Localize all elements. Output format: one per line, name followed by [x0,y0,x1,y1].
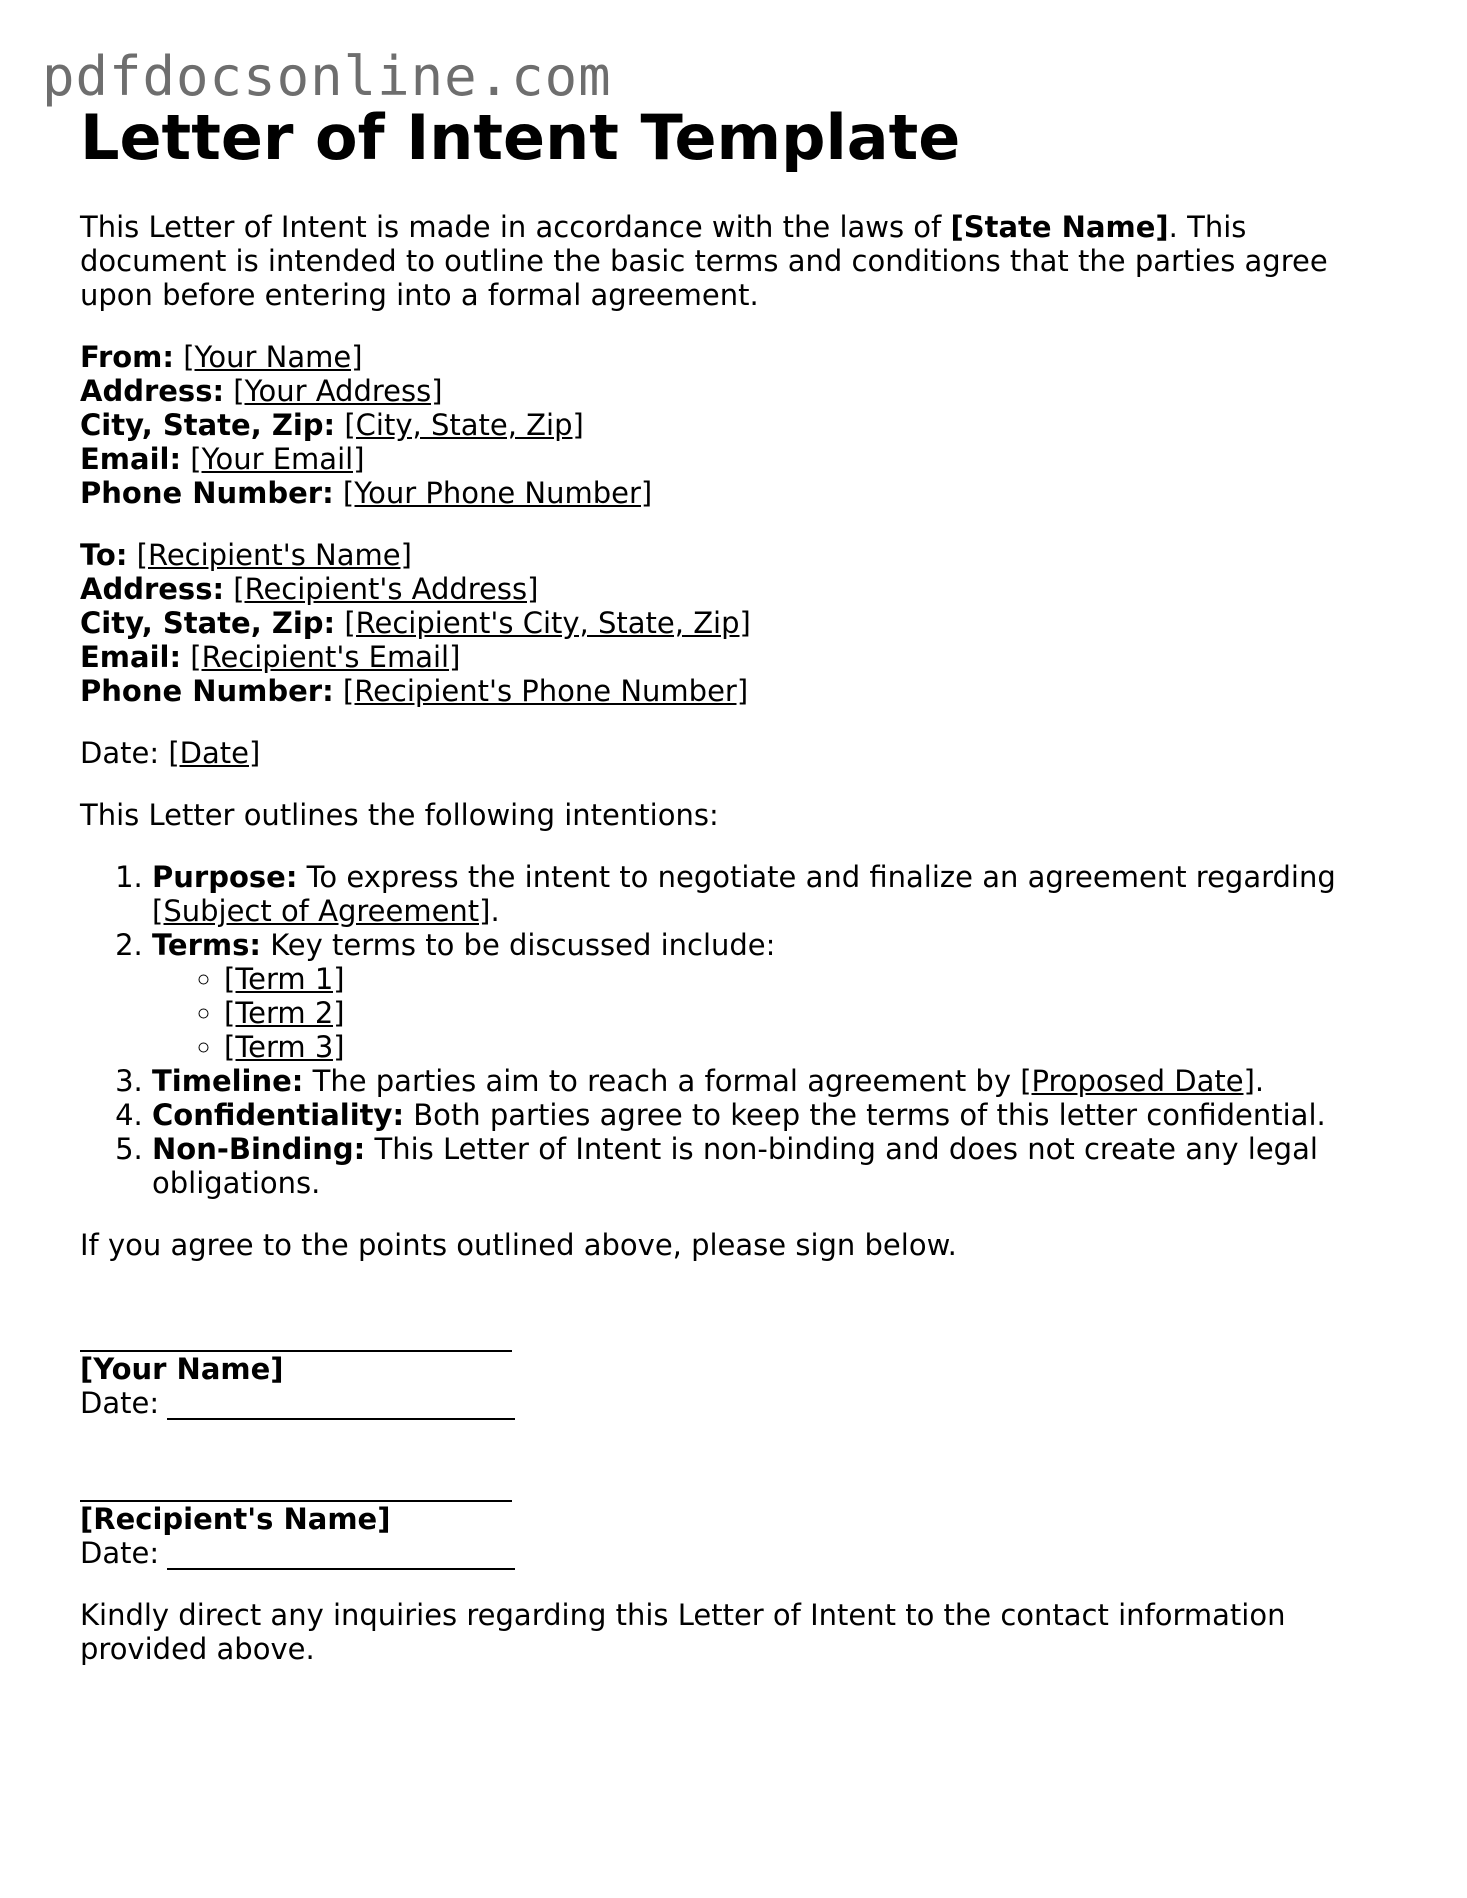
nonbinding-label: Non-Binding: [152,1132,366,1166]
sender-email-label: Email: [80,442,182,476]
subject-of-agreement-field[interactable]: [Subject of Agreement] [152,894,491,928]
recipient-signature-line[interactable] [80,1468,512,1502]
purpose-text: To express the intent to negotiate and finalize an agreement regarding [297,860,1336,894]
recipient-block [80,538,1360,708]
sender-date-label: Date: [80,1386,160,1420]
confidentiality-label: Confidentiality: [152,1098,405,1132]
watermark: pdfdocsonline.com [42,45,612,108]
recipient-name-row [80,538,1360,572]
sender-phone-row [80,476,1360,510]
date-field[interactable]: [Date] [168,736,261,770]
recipient-address-label: Address: [80,572,225,606]
term-item [224,1030,1360,1064]
sender-address-label: Address: [80,374,225,408]
term-item [224,996,1360,1030]
sender-email-row [80,442,1360,476]
list-item-timeline [152,1064,1360,1098]
sender-name-label: From: [80,340,174,374]
recipient-email-label: Email: [80,640,182,674]
timeline-label: Timeline: [152,1064,304,1098]
nonbinding-text: This Letter of Intent is non-binding and does not create any legal obligations. [152,1132,1318,1200]
state-name-placeholder: [State Name] [950,210,1169,244]
recipient-email-row [80,640,1360,674]
recipient-signature-date-row [80,1536,1360,1570]
recipient-signature-block [80,1468,1360,1570]
recipient-address-field[interactable]: [Recipient's Address] [233,572,539,606]
intentions-list [80,860,1360,1200]
sender-name-row [80,340,1360,374]
document-page [80,100,1360,1694]
closing-paragraph: Kindly direct any inquiries regarding this Letter of Intent to the contact information provided above. [80,1598,1286,1666]
timeline-end: . [1254,1064,1265,1098]
intro-text-after: . This document is intended to outline the basic terms and conditions that the parties agree upon before entering into a formal agreement. [80,210,1328,312]
intro-text-before: This Letter of Intent is made in accordance with the laws of [80,210,951,244]
sender-email-field[interactable]: [Your Email] [190,442,365,476]
list-item-confidentiality [152,1098,1360,1132]
sender-signature-line[interactable] [80,1318,512,1352]
recipient-phone-field[interactable]: [Recipient's Phone Number] [342,674,749,708]
sender-phone-label: Phone Number: [80,476,334,510]
sender-address-field[interactable]: [Your Address] [233,374,443,408]
outline-intro: This Letter outlines the following intentions: [80,798,719,832]
recipient-date-label: Date: [80,1536,160,1570]
recipient-name-label: To: [80,538,128,572]
list-item-nonbinding [152,1132,1360,1200]
signature-spacer [80,1290,1360,1318]
terms-label: Terms: [152,928,261,962]
recipient-name-field[interactable]: [Recipient's Name] [136,538,412,572]
recipient-city-label: City, State, Zip: [80,606,336,640]
term-item [224,962,1360,996]
sender-block [80,340,1360,510]
sender-signature-block [80,1318,1360,1420]
intro-paragraph [80,210,1360,312]
term-1-field[interactable]: [Term 1] [224,962,345,996]
sender-phone-field[interactable]: [Your Phone Number] [342,476,653,510]
sender-date-line[interactable] [167,1386,515,1420]
sender-city-field[interactable]: [City, State, Zip] [344,408,584,442]
date-row [80,736,1360,770]
term-2-field[interactable]: [Term 2] [224,996,345,1030]
purpose-end: . [490,894,500,928]
date-label: Date: [80,736,169,770]
sender-city-label: City, State, Zip: [80,408,336,442]
recipient-signature-name: [Recipient's Name] [80,1502,391,1536]
recipient-date-line[interactable] [167,1536,515,1570]
term-3-field[interactable]: [Term 3] [224,1030,345,1064]
recipient-phone-label: Phone Number: [80,674,334,708]
terms-text: Key terms to be discussed include: [260,928,776,962]
list-item-terms [152,928,1360,1064]
sender-name-field[interactable]: [Your Name] [183,340,363,374]
sender-signature-name: [Your Name] [80,1352,284,1386]
sender-signature-date-row [80,1386,1360,1420]
sender-address-row [80,374,1360,408]
document-title: Letter of Intent Template [80,101,961,174]
purpose-label: Purpose: [152,860,298,894]
list-item-purpose [152,860,1360,928]
proposed-date-field[interactable]: [Proposed Date] [1020,1064,1255,1098]
recipient-email-field[interactable]: [Recipient's Email] [190,640,461,674]
recipient-address-row [80,572,1360,606]
timeline-text: The parties aim to reach a formal agreement by [303,1064,1021,1098]
recipient-city-row [80,606,1360,640]
confidentiality-text: Both parties agree to keep the terms of this letter confidential. [404,1098,1326,1132]
sign-prompt: If you agree to the points outlined above, please sign below. [80,1228,957,1262]
recipient-city-field[interactable]: [Recipient's City, State, Zip] [344,606,751,640]
recipient-phone-row [80,674,1360,708]
terms-sublist [152,962,1360,1064]
sender-city-row [80,408,1360,442]
